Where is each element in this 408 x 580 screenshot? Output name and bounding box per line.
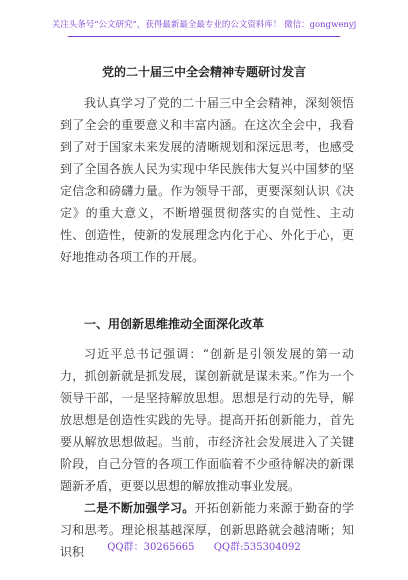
header-banner: 关注头条号“公文研究”，获得最新最全最专业的公文资料库！ 微信：gongwenyj [51, 20, 357, 30]
document-title: 党的二十届三中全会精神专题研讨发言 [101, 65, 306, 79]
section-1-subpoint [60, 497, 354, 563]
header-divider [68, 36, 340, 37]
subpoint-lead: 二是不断加强学习。 [84, 501, 195, 515]
subpoint-text: 开拓创新能力来源于勤奋的学习和思考。理论根基越深厚，创新思路就会越清晰；知识积 [60, 501, 354, 559]
footer [0, 538, 408, 553]
footer-qq-group-2: QQ群:535304092 [213, 542, 301, 553]
intro-paragraph: 我认真学习了党的二十届三中全会精神，深刻领悟到了全会的重要意义和丰富内涵。在这次全会中，我看到了对于国家未来发展的清晰规划和深远思考，也感受到了全国各族人民为实现中华民族伟大复兴中国梦的坚定信念和磅礴力量。作为领导干部，更要深刻认识《决定》的重大意义，不断增强贯彻落实的自觉性、主动性、创造性，使新的发展理念内化于心、外化于心，更好地推动各项工作的开展。 [60, 96, 354, 264]
footer-qq-group-1: QQ群：30265665 [107, 542, 195, 553]
section-heading-1: 一、用创新思维推动全面深化改革 [84, 317, 265, 331]
section-1-paragraph: 习近平总书记强调：“创新是引领发展的第一动力，抓创新就是抓发展，谋创新就是谋未来。”作为一个领导干部，一是坚持解放思想。思想是行动的先导，解放思想是创造性实践的先导。提高开拓创新能力，首先要从解放思想做起。当前，市经济社会发展进入了关键阶段，自己分管的各项工作面临着不少亟待解决的新课题新矛盾，更要以思想的解放推动事业发展。 [60, 347, 354, 493]
